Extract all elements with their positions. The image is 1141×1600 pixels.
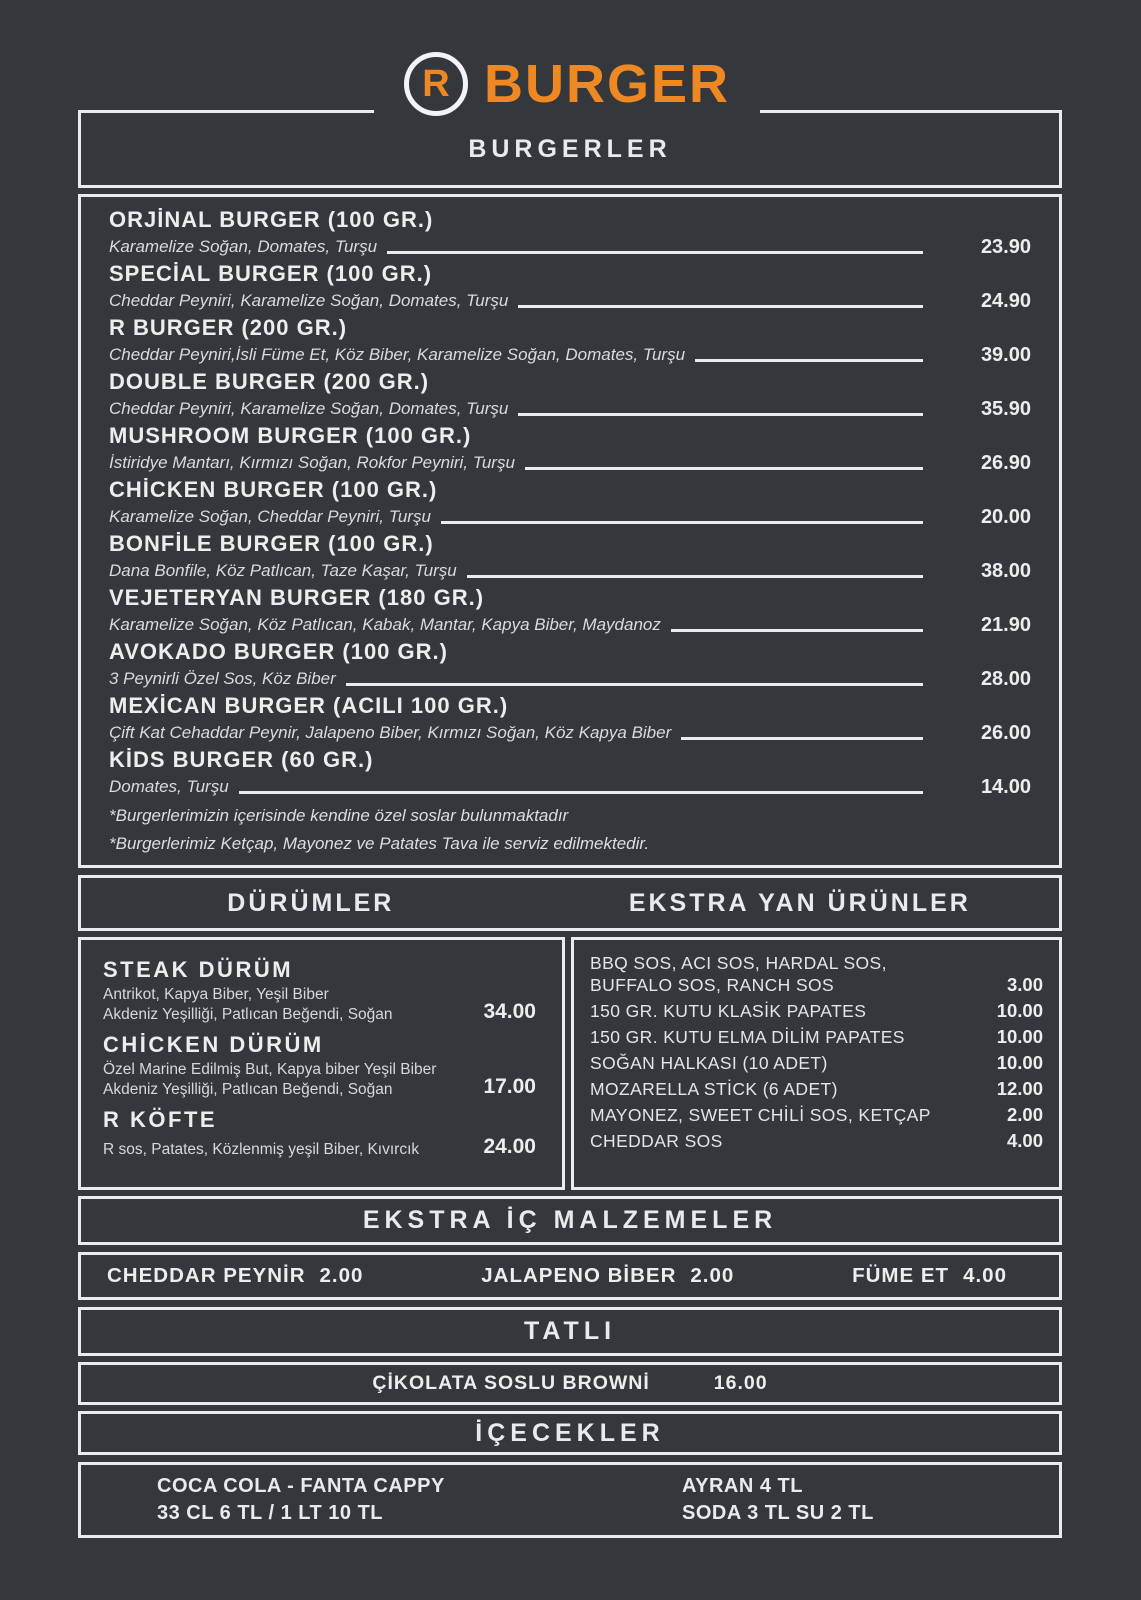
menu-item-name: KİDS BURGER (60 GR.) (109, 747, 374, 772)
footnote: *Burgerlerimiz Ketçap, Mayonez ve Patates Tava ile serviz edilmektedir. (109, 834, 650, 853)
burger-list-panel (78, 194, 1062, 868)
menu-item-name: MEXİCAN BURGER (ACILI 100 GR.) (109, 693, 509, 718)
section-header-ekstra-ic (78, 1196, 1062, 1245)
menu-item-name-line: 150 GR. KUTU KLASİK PAPATES (590, 1001, 867, 1021)
menu-item (103, 955, 540, 1025)
menu-item (109, 206, 1031, 260)
menu-item-name (590, 952, 1007, 996)
menu-item-name: MUSHROOM BURGER (100 GR.) (109, 423, 472, 448)
menu-item-name: ÇİKOLATA SOSLU BROWNİ (372, 1372, 650, 1394)
menu-item-price: 16.00 (713, 1372, 768, 1394)
menu-item-name (590, 1000, 997, 1022)
menu-item-description (103, 1060, 477, 1100)
menu-item (481, 1264, 734, 1288)
brand-logo-letter: R (422, 62, 450, 105)
menu-item-description-line: Akdeniz Yeşilliği, Patlıcan Beğendi, Soğan (103, 1081, 393, 1098)
menu-item-description-line: Özel Marine Edilmiş But, Kapya biber Yeşil Biber (103, 1061, 437, 1078)
menu-item-name: BONFİLE BURGER (100 GR.) (109, 531, 434, 556)
menu-item-description: Çift Kat Cehaddar Peynir, Jalapeno Biber, Kırmızı Soğan, Köz Kapya Biber (109, 723, 672, 742)
menu-item (109, 638, 1031, 692)
section-header-icecekler (78, 1411, 1062, 1455)
menu-item-name-line: CHEDDAR SOS (590, 1131, 723, 1151)
menu-item (590, 1104, 1043, 1126)
menu-item (109, 314, 1031, 368)
menu-item-price: 20.00 (980, 506, 1031, 528)
menu-item-price: 3.00 (1006, 974, 1043, 995)
section-title: EKSTRA YAN ÜRÜNLER (628, 888, 971, 917)
menu-item-name: VEJETERYAN BURGER (180 GR.) (109, 585, 485, 610)
menu-item-price: 26.90 (980, 452, 1031, 474)
menu-item (109, 584, 1031, 638)
header-durumler (81, 878, 541, 928)
menu-item-name: JALAPENO BİBER (481, 1264, 677, 1287)
menu-item-detail-row (109, 288, 1031, 314)
price-leader-line (518, 413, 923, 416)
section-title: EKSTRA İÇ MALZEMELER (362, 1206, 778, 1234)
burger-list (109, 206, 1031, 800)
menu-item-detail-row (109, 720, 1031, 746)
menu-item-name-line: 150 GR. KUTU ELMA DİLİM PAPATES (590, 1027, 905, 1047)
durum-list-panel (78, 937, 565, 1190)
menu-item (107, 1264, 363, 1288)
menu-item-description: Karamelize Soğan, Domates, Turşu (109, 237, 378, 256)
menu-item-detail-row (109, 234, 1031, 260)
menu-item-detail-row (109, 774, 1031, 800)
price-leader-line (681, 737, 923, 740)
menu-item-name-line: SOĞAN HALKASI (10 ADET) (590, 1053, 828, 1073)
drink-line: COCA COLA - FANTA CAPPY (157, 1475, 445, 1497)
menu-item (590, 1078, 1043, 1100)
header-ekstra-yan (541, 878, 1059, 928)
price-leader-line (695, 359, 923, 362)
menu-item-name (590, 1052, 997, 1074)
menu-item-detail-row (109, 666, 1031, 692)
menu-item-price: 26.00 (980, 722, 1031, 744)
menu-item-name (590, 1026, 997, 1048)
menu-item-name: STEAK DÜRÜM (103, 957, 294, 982)
menu-item-detail-row (103, 1135, 540, 1160)
price-leader-line (346, 683, 923, 686)
menu-item-description-line: Akdeniz Yeşilliği, Patlıcan Beğendi, Soğan (103, 1006, 393, 1023)
menu-item-name: CHİCKEN DÜRÜM (103, 1032, 324, 1057)
menu-item-name-line: MAYONEZ, SWEET CHİLİ SOS, KETÇAP (590, 1105, 931, 1125)
brand-logo-text: BURGER (483, 54, 730, 114)
menu-item-detail-row (109, 450, 1031, 476)
menu-item-price: 4.00 (963, 1264, 1007, 1287)
menu-item-description: Karamelize Soğan, Köz Patlıcan, Kabak, Mantar, Kapya Biber, Maydanoz (109, 615, 661, 634)
section-header-burgers (78, 110, 1062, 188)
menu-item-description-line: R sos, Patates, Közlenmiş yeşil Biber, Kıvırcık (103, 1141, 420, 1158)
menu-item-detail-row (109, 558, 1031, 584)
menu-item (109, 476, 1031, 530)
menu-item-name: DOUBLE BURGER (200 GR.) (109, 369, 430, 394)
menu-item (103, 1105, 540, 1160)
menu-item-price: 28.00 (980, 668, 1031, 690)
price-leader-line (518, 305, 923, 308)
menu-item-price: 2.00 (1006, 1104, 1043, 1125)
menu-item-price: 17.00 (483, 1075, 536, 1098)
price-leader-line (525, 467, 923, 470)
menu-item-name-line: BUFFALO SOS, RANCH SOS (590, 975, 835, 995)
menu-item-description: Cheddar Peyniri, Karamelize Soğan, Domates, Turşu (109, 291, 509, 310)
menu-item-price: 2.00 (690, 1264, 735, 1287)
section-title: BURGERLER (468, 134, 672, 163)
menu-item-price: 38.00 (980, 560, 1031, 582)
menu-item (590, 1026, 1043, 1048)
menu-item-price: 35.90 (980, 398, 1031, 420)
menu-item-price: 2.00 (319, 1264, 364, 1287)
menu-item-price: 10.00 (996, 1052, 1043, 1073)
price-leader-line (387, 251, 923, 254)
menu-item (103, 1030, 540, 1100)
menu-item (109, 260, 1031, 314)
menu-item (109, 530, 1031, 584)
drinks-right-column (682, 1473, 874, 1527)
menu-item-detail-row (103, 1060, 540, 1100)
section-title: TATLI (523, 1317, 617, 1345)
menu-item-price: 10.00 (996, 1000, 1043, 1021)
menu-item-price: 23.90 (980, 236, 1031, 258)
section-title: İÇECEKLER (475, 1418, 665, 1447)
menu-item-price: 39.00 (980, 344, 1031, 366)
menu-item-name (590, 1104, 1007, 1126)
menu-item-price: 12.00 (996, 1078, 1043, 1099)
brand-logo-icon (404, 52, 468, 116)
menu-item (109, 422, 1031, 476)
menu-item (852, 1264, 1007, 1288)
ekstra-yan-list-panel (571, 937, 1062, 1190)
menu-item (109, 746, 1031, 800)
price-leader-line (467, 575, 923, 578)
menu-item-detail-row (109, 612, 1031, 638)
menu-item-description: Cheddar Peyniri, Karamelize Soğan, Domates, Turşu (109, 399, 509, 418)
section-header-durum-ekstra (78, 875, 1062, 931)
menu-item-description: Cheddar Peyniri,İsli Füme Et, Köz Biber, Karamelize Soğan, Domates, Turşu (109, 345, 686, 364)
menu-item-name (590, 1130, 1007, 1152)
menu-item-description-line: Antrikot, Kapya Biber, Yeşil Biber (103, 986, 329, 1003)
menu-item-description: Dana Bonfile, Köz Patlıcan, Taze Kaşar, Turşu (109, 561, 457, 580)
tatli-item-panel (78, 1362, 1062, 1405)
menu-item-description: Karamelize Soğan, Cheddar Peyniri, Turşu (109, 507, 431, 526)
menu-item (590, 1052, 1043, 1074)
menu-item-price: 24.90 (980, 290, 1031, 312)
menu-item-name: AVOKADO BURGER (100 GR.) (109, 639, 448, 664)
menu-item-description: 3 Peynirli Özel Sos, Köz Biber (109, 669, 336, 688)
menu-item-price: 10.00 (996, 1026, 1043, 1047)
menu-item-name: R KÖFTE (103, 1107, 218, 1132)
menu-item-price: 4.00 (1006, 1130, 1043, 1151)
menu-item-name (590, 1078, 997, 1100)
price-leader-line (671, 629, 923, 632)
drink-line: AYRAN 4 TL (682, 1475, 803, 1497)
menu-item (109, 368, 1031, 422)
menu-item-description (103, 985, 477, 1025)
menu-item-detail-row (103, 985, 540, 1025)
menu-item-name: R BURGER (200 GR.) (109, 315, 348, 340)
drink-line: SODA 3 TL SU 2 TL (682, 1502, 874, 1524)
menu-item-description: Domates, Turşu (109, 777, 229, 796)
menu-item-name: CHİCKEN BURGER (100 GR.) (109, 477, 438, 502)
drink-line: 33 CL 6 TL / 1 LT 10 TL (157, 1502, 384, 1524)
footnote: *Burgerlerimizin içerisinde kendine özel soslar bulunmaktadır (109, 806, 569, 825)
menu-item-price: 34.00 (483, 1000, 536, 1023)
menu-item-price: 21.90 (980, 614, 1031, 636)
menu-item (590, 952, 1043, 996)
menu-item-detail-row (109, 342, 1031, 368)
menu-item-name-line: MOZARELLA STİCK (6 ADET) (590, 1079, 838, 1099)
price-leader-line (441, 521, 923, 524)
section-header-tatli (78, 1307, 1062, 1356)
menu-item-name: FÜME ET (852, 1264, 950, 1287)
drinks-left-column (157, 1473, 682, 1527)
brand-logo (374, 48, 760, 120)
drinks-panel (78, 1462, 1062, 1538)
footnote-list (109, 803, 1031, 856)
price-leader-line (239, 791, 923, 794)
menu-item-detail-row (109, 396, 1031, 422)
menu-item-price: 14.00 (980, 776, 1031, 798)
menu-item-description (103, 1140, 477, 1160)
menu-item-name-line: BBQ SOS, ACI SOS, HARDAL SOS, (590, 953, 887, 973)
menu-item-price: 24.00 (483, 1135, 536, 1158)
menu-item (109, 692, 1031, 746)
menu-item (590, 1000, 1043, 1022)
menu-item-detail-row (109, 504, 1031, 530)
section-title: DÜRÜMLER (227, 888, 395, 917)
menu-item-name: CHEDDAR PEYNİR (107, 1264, 306, 1287)
menu-item-name: ORJİNAL BURGER (100 GR.) (109, 207, 434, 232)
menu-item-description: İstiridye Mantarı, Kırmızı Soğan, Rokfor Peyniri, Turşu (109, 453, 515, 472)
ekstra-ic-row-panel (78, 1252, 1062, 1300)
menu-item (590, 1130, 1043, 1152)
menu-item-name: SPECİAL BURGER (100 GR.) (109, 261, 433, 286)
